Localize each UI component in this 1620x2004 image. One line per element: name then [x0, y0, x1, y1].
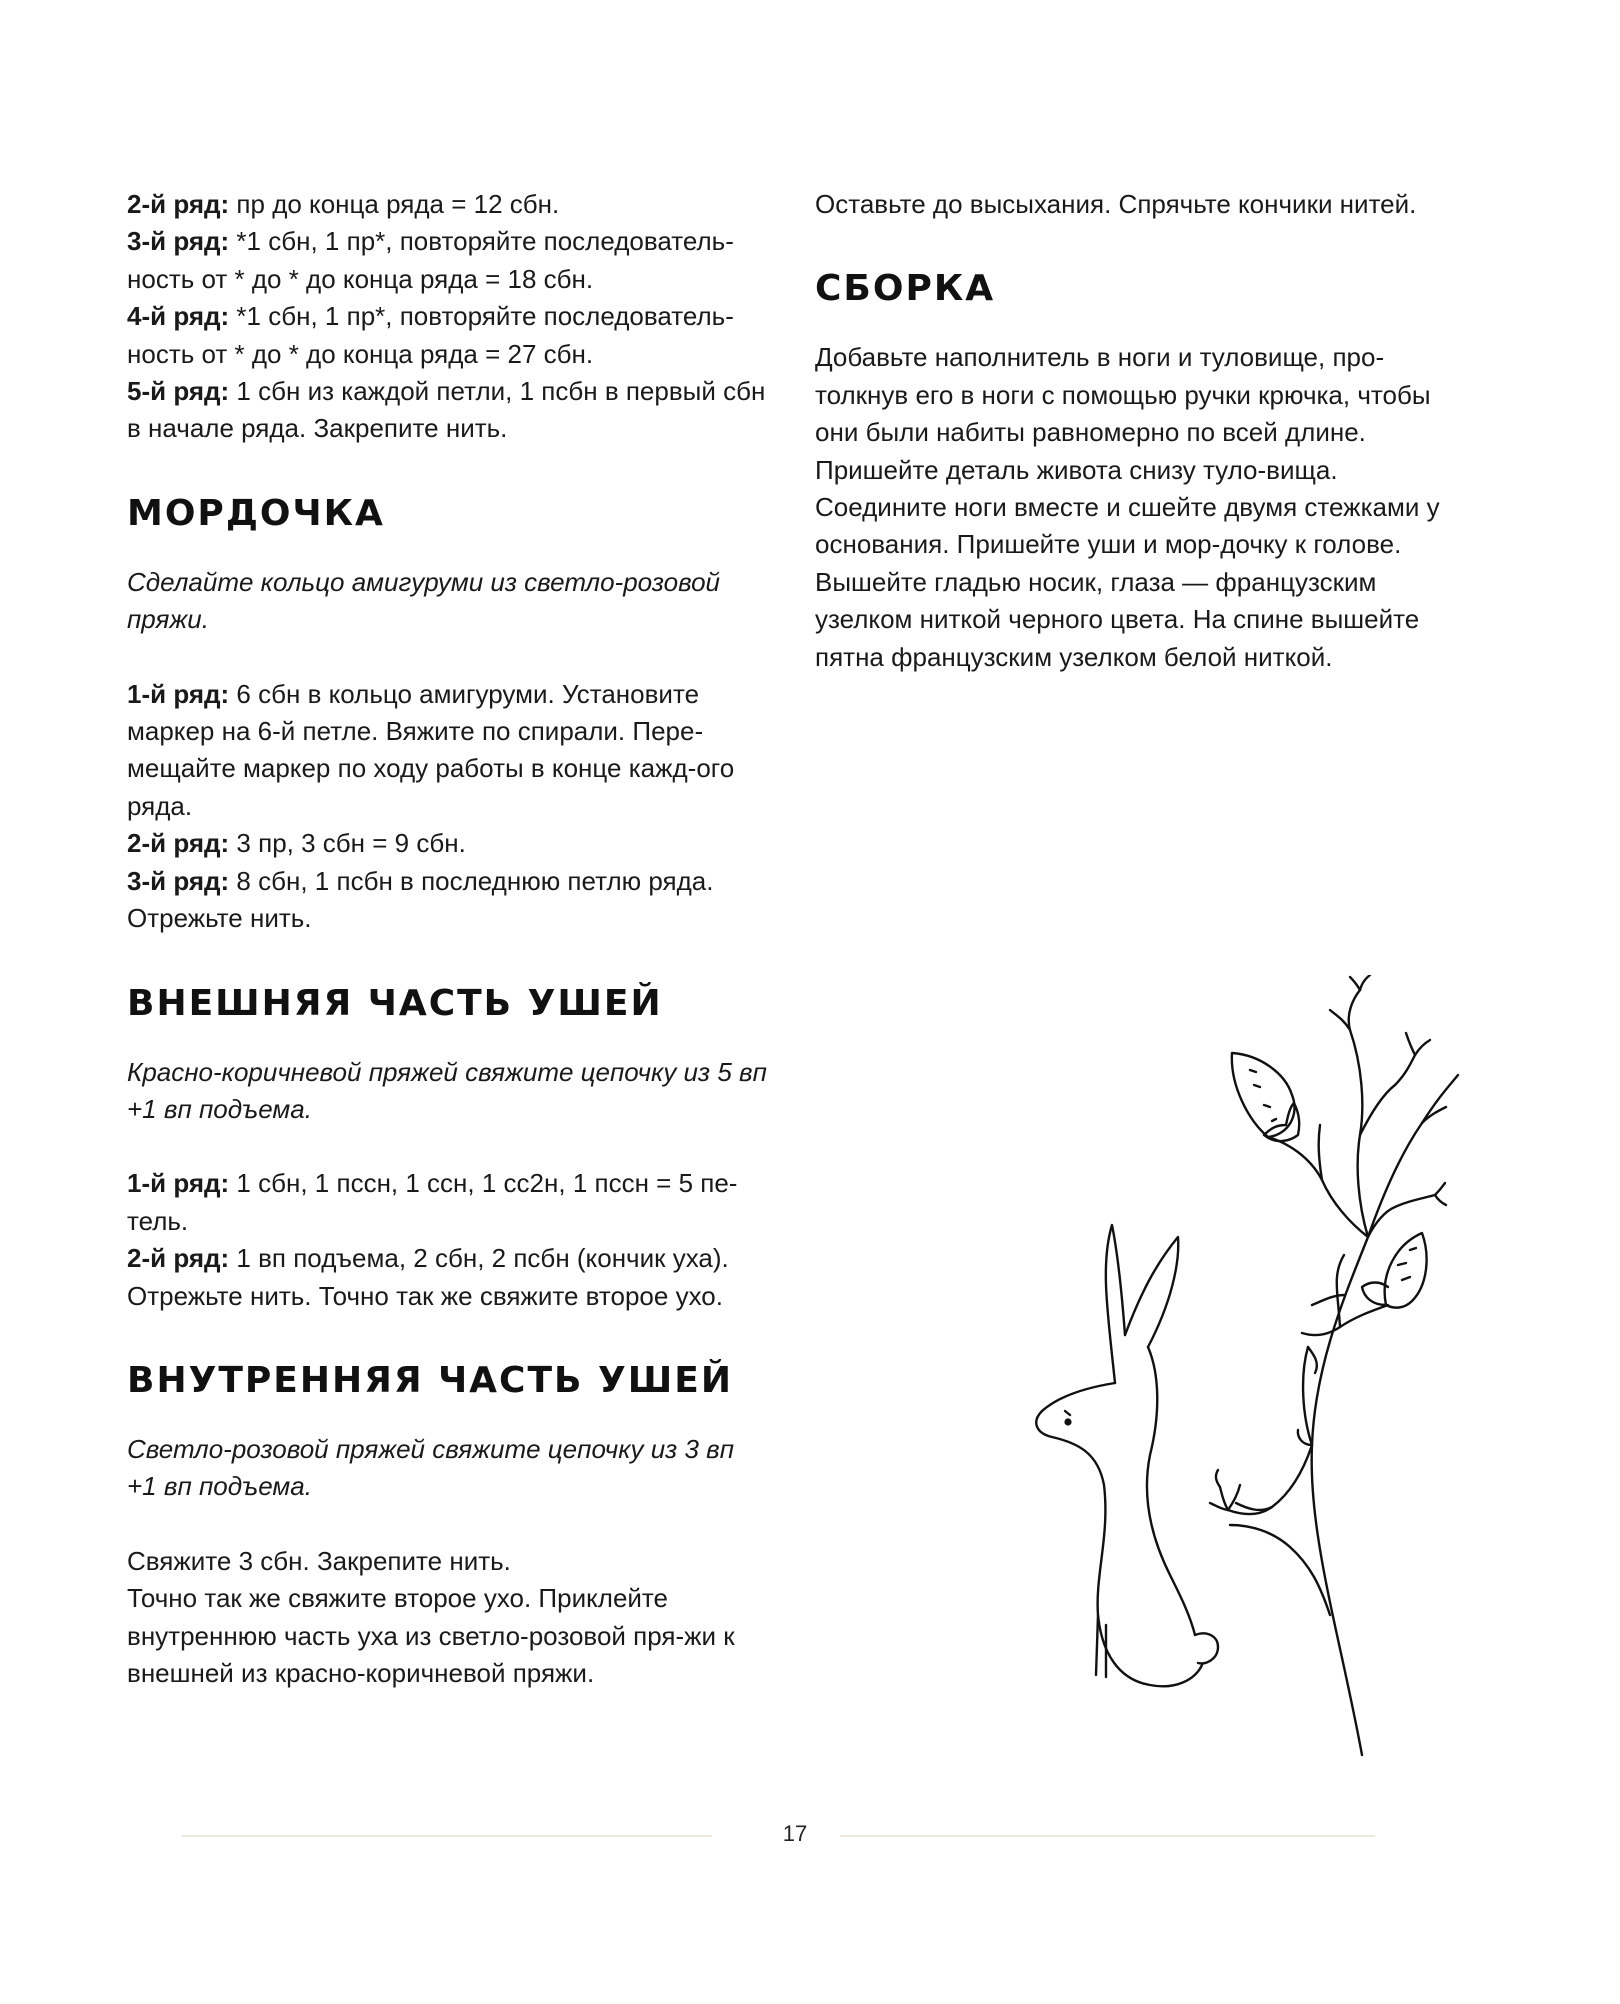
row-instruction: 2-й ряд: пр до конца ряда = 12 сбн. — [127, 189, 560, 219]
row-instruction: 5-й ряд: 1 сбн из каждой петли, 1 псбн в первый сбн в начале ряда. Закрепите нить. — [127, 376, 766, 444]
right-column — [815, 186, 1455, 676]
page-number: 17 — [782, 1821, 808, 1846]
paragraph: Оставьте до высыхания. Спрячьте кончики нитей. — [815, 189, 1417, 219]
row-instruction: 1-й ряд: 6 сбн в кольцо амигуруми. Установите маркер на 6-й петле. Вяжите по спирали. Пере-мещайте маркер по ходу работы в конце кажд-ого ряда. — [127, 678, 735, 821]
paragraph: Точно так же свяжите второе ухо. Приклейте внутреннюю часть уха из светло-розовой пря-жи к внешней из красно-коричневой пряжи. — [127, 1583, 735, 1688]
row-instruction: 1-й ряд: 1 сбн, 1 пссн, 1 ссн, 1 сс2н, 1 пссн = 5 пе-тель. — [127, 1168, 738, 1236]
paragraph: Добавьте наполнитель в ноги и туловище, про-толкнув его в ноги с помощью ручки крючка, чтобы они были набиты равномерно по всей длине. Пришейте деталь живота снизу туло-вища. Соедините ноги вместе и сшейте двумя стежками у основания. Пришейте уши и мор-дочку к голове. Вышейте гладью носик, глаза — французским узелком ниткой черного цвета. На спине вышейте пятна французским узелком белой ниткой. — [815, 342, 1440, 672]
section-heading-outer-ears: ВНЕШНЯЯ ЧАСТЬ УШЕЙ — [127, 982, 663, 1024]
section-heading-assembly: СБОРКА — [815, 268, 996, 310]
row-instruction: 2-й ряд: 1 вп подъема, 2 сбн, 2 псбн (кончик уха). Отрежьте нить. Точно так же свяжите второе ухо. — [127, 1243, 729, 1311]
rabbit-drawing — [1036, 1225, 1218, 1686]
footer-rule-left — [182, 1835, 712, 1837]
row-instruction: 3-й ряд: *1 сбн, 1 пр*, повторяйте последователь-ность от * до * до конца ряда = 18 сбн. — [127, 226, 734, 294]
paragraph: Свяжите 3 сбн. Закрепите нить. — [127, 1545, 511, 1576]
left-column — [127, 186, 767, 1692]
row-instruction: 3-й ряд: 8 сбн, 1 псбн в последнюю петлю ряда. Отрежьте нить. — [127, 865, 714, 934]
section-intro: Светло-розовой пряжей свяжите цепочку из 3 вп +1 вп подъема. — [127, 1433, 735, 1502]
section-intro: Красно-коричневой пряжей свяжите цепочку из 5 вп +1 вп подъема. — [127, 1056, 767, 1124]
plant-drawing — [1210, 975, 1458, 1755]
section-heading-muzzle: МОРДОЧКА — [127, 492, 385, 534]
rabbit-plant-illustration — [1010, 975, 1470, 1765]
leaf-drawing — [1232, 1053, 1427, 1308]
section-heading-inner-ears: ВНУТРЕННЯЯ ЧАСТЬ УШЕЙ — [127, 1359, 733, 1401]
row-instruction: 4-й ряд: *1 сбн, 1 пр*, повторяйте последователь-ность от * до * до конца ряда = 27 сбн. — [127, 301, 734, 369]
row-instruction: 2-й ряд: 3 пр, 3 сбн = 9 сбн. — [127, 828, 466, 859]
footer-rule-right — [840, 1835, 1375, 1837]
section-intro: Сделайте кольцо амигуруми из светло-розовой пряжи. — [127, 566, 720, 635]
